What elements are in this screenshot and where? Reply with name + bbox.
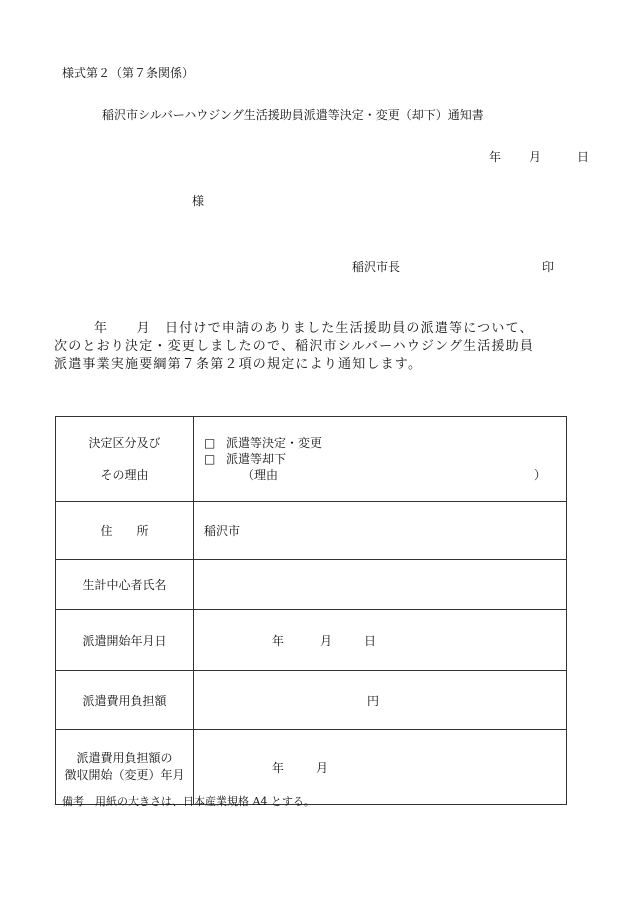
start-date-label: 派遣開始年月日 bbox=[56, 610, 194, 671]
decision-label-cell bbox=[56, 417, 194, 502]
addressee-honorific: 様 bbox=[192, 194, 205, 208]
table-row-address bbox=[56, 502, 567, 560]
decision-label-line-1: 決定区分及び bbox=[88, 436, 161, 450]
notice-table bbox=[55, 416, 567, 805]
table-row-start-date bbox=[56, 610, 567, 671]
form-number: 様式第２（第７条関係） bbox=[62, 66, 195, 80]
collection-start-month: 月 bbox=[316, 760, 329, 775]
option-reject-label: 派遣等却下 bbox=[226, 452, 287, 466]
reason-close: ） bbox=[534, 468, 547, 482]
option-decide-change-label: 派遣等決定・変更 bbox=[226, 436, 323, 450]
issue-date bbox=[489, 148, 589, 165]
table-row-decision bbox=[56, 417, 567, 502]
issue-date-month: 月 bbox=[529, 150, 542, 164]
decision-label-line-2: その理由 bbox=[100, 468, 149, 482]
issue-date-day: 日 bbox=[577, 150, 590, 164]
notice-body bbox=[54, 320, 574, 374]
option-reject[interactable] bbox=[204, 451, 566, 467]
option-decide-change[interactable] bbox=[204, 435, 566, 451]
notice-body-line-1: 年 月 日付けで申請のありました生活援助員の派遣等について、 bbox=[94, 321, 534, 336]
start-date-month: 月 bbox=[320, 633, 333, 648]
collection-start-label-line-2: 徴収開始（変更）年月 bbox=[64, 768, 185, 782]
notice-body-line-2: 次のとおり決定・変更しましたので、稲沢市シルバーハウジング生活援助員 bbox=[54, 339, 535, 354]
issue-date-year: 年 bbox=[489, 150, 502, 164]
collection-start-year: 年 bbox=[272, 760, 285, 775]
collection-start-label-line-1: 派遣費用負担額の bbox=[76, 751, 173, 765]
seal-mark: 印 bbox=[542, 260, 555, 274]
address-value[interactable]: 稲沢市 bbox=[194, 502, 567, 560]
document-title: 稲沢市シルバーハウジング生活援助員派遣等決定・変更（却下）通知書 bbox=[102, 108, 484, 122]
start-date-day: 日 bbox=[364, 633, 377, 648]
checkbox-icon[interactable]: □ bbox=[204, 436, 216, 450]
remark-note: 備考 用紙の大きさは、日本産業規格 A4 とする。 bbox=[62, 795, 315, 808]
householder-label: 生計中心者氏名 bbox=[56, 560, 194, 610]
householder-value[interactable] bbox=[194, 560, 567, 610]
fee-value[interactable] bbox=[194, 671, 567, 730]
fee-label: 派遣費用負担額 bbox=[56, 671, 194, 730]
start-date-value[interactable] bbox=[194, 610, 567, 671]
start-date-year: 年 bbox=[272, 633, 285, 648]
table-row-householder bbox=[56, 560, 567, 610]
decision-value-cell bbox=[194, 417, 567, 502]
notice-body-line-3: 派遣事業実施要綱第７条第２項の規定により通知します。 bbox=[54, 357, 423, 372]
address-label: 住 所 bbox=[56, 502, 194, 560]
table-row-fee bbox=[56, 671, 567, 730]
reason-open: （理由 bbox=[242, 468, 279, 482]
reason-field[interactable] bbox=[204, 467, 566, 483]
fee-unit: 円 bbox=[367, 693, 380, 708]
issuer-name: 稲沢市長 bbox=[352, 260, 401, 274]
checkbox-icon[interactable]: □ bbox=[204, 452, 216, 466]
